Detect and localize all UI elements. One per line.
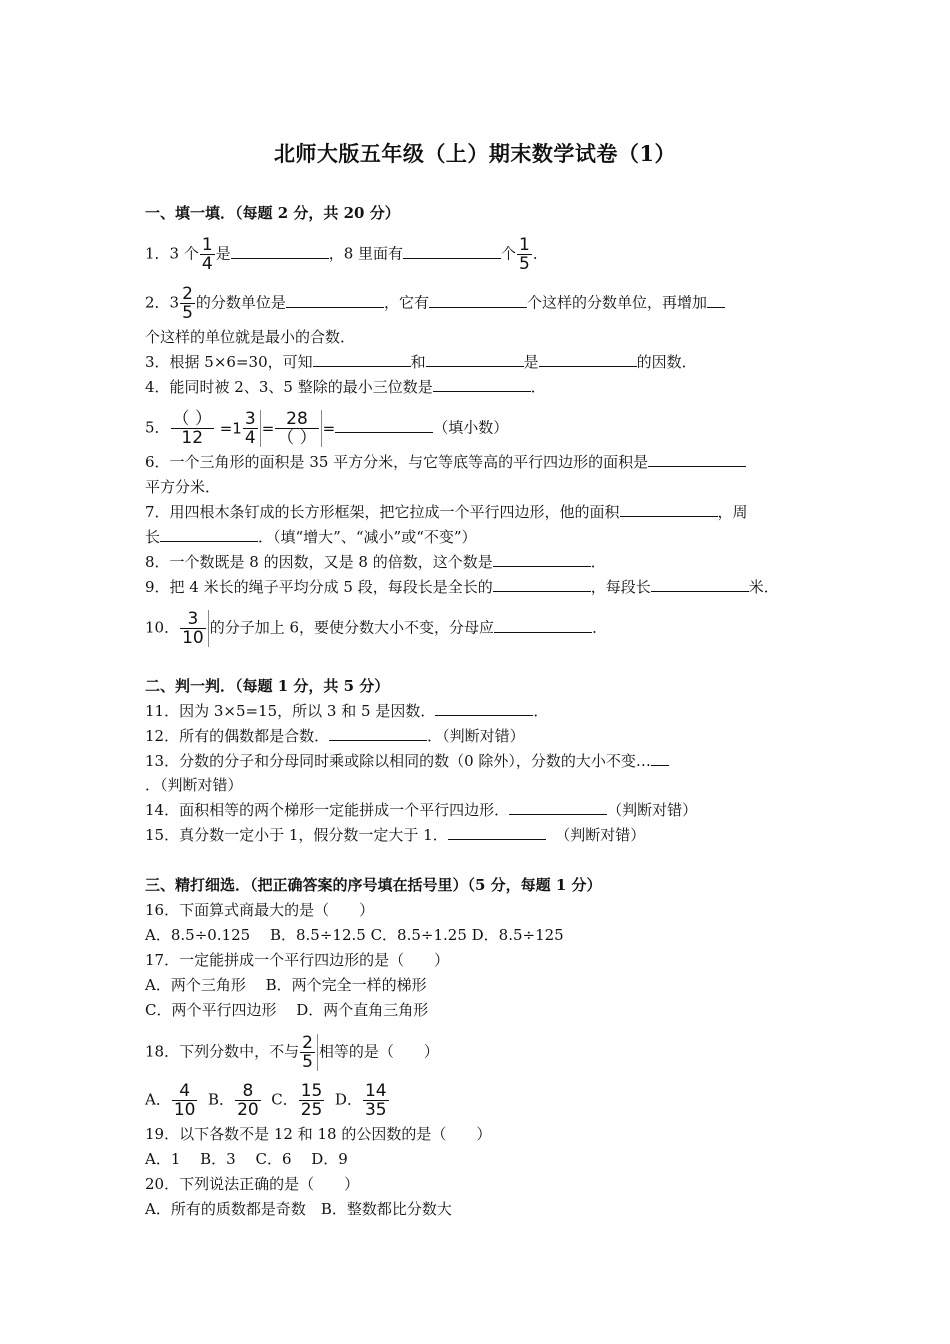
question-15 [145, 825, 645, 845]
answer-blank[interactable] [435, 701, 533, 716]
fraction-denominator: 10 [173, 1100, 196, 1120]
question-17-options-1[interactable]: A．两个三角形 B．两个完全一样的梯形 [145, 976, 427, 994]
q5-eq-2: = [261, 419, 275, 438]
q18-text-a: 18．下列分数中，不与 [145, 1042, 300, 1061]
section-1-heading: 一、填一填．（每题 2 分，共 20 分） [145, 204, 400, 222]
fraction-numerator: 3 [244, 409, 256, 429]
question-2 [145, 285, 725, 322]
q5-text-a: 5． [145, 418, 170, 437]
q2-text-d: 个这样的分数单位，再增加 [526, 293, 707, 312]
fraction [299, 1082, 325, 1119]
fraction [363, 1082, 389, 1119]
answer-blank[interactable] [620, 502, 718, 517]
option-a-label: A． [145, 1090, 171, 1109]
q11-text-a: 11．因为 3×5=15，所以 3 和 5 是因数． [145, 702, 436, 720]
q1-text-b: 是 [215, 244, 231, 263]
fraction [171, 410, 214, 447]
fraction [200, 236, 215, 273]
answer-blank[interactable] [329, 726, 427, 741]
question-12 [145, 726, 525, 746]
fraction-numerator: 28 [286, 409, 308, 429]
answer-blank[interactable] [651, 577, 749, 592]
fraction-denominator: 5 [519, 254, 530, 274]
question-14 [145, 800, 697, 820]
answer-blank[interactable] [493, 577, 591, 592]
question-9 [145, 577, 779, 597]
fraction-denominator: 35 [364, 1100, 387, 1120]
fraction [180, 285, 195, 322]
q14-text-a: 14．面积相等的两个梯形一定能拼成一个平行四边形． [145, 801, 510, 819]
q14-text-b: （判断对错） [607, 801, 698, 819]
fraction-numerator: 14 [364, 1081, 387, 1101]
answer-blank[interactable] [509, 800, 607, 815]
q3-text-c: 是 [523, 353, 539, 371]
question-17-options-2[interactable]: C．两个平行四边形 D．两个直角三角形 [145, 1001, 429, 1019]
fraction-denominator: 5 [302, 1052, 313, 1072]
q1-text-a: 1．3 个 [145, 244, 199, 263]
q12-text-a: 12．所有的偶数都是合数． [145, 727, 330, 745]
question-7-cont [145, 527, 477, 547]
answer-blank[interactable] [429, 293, 527, 308]
q5-text-b: （填小数） [433, 418, 509, 437]
fraction-denominator: 4 [244, 428, 256, 448]
q2-text-c: ，它有 [383, 293, 429, 312]
fraction [275, 410, 321, 447]
fraction-denominator: 12 [171, 428, 214, 447]
answer-blank[interactable] [651, 751, 669, 766]
question-19-options[interactable]: A．1 B．3 C．6 D．9 [145, 1150, 348, 1168]
answer-blank[interactable] [403, 244, 501, 259]
fraction-numerator: （ ） [172, 409, 212, 429]
fraction-denominator: 25 [300, 1100, 323, 1120]
q1-text-d: 个 [501, 244, 517, 263]
answer-blank[interactable] [335, 418, 433, 433]
fraction-numerator: 2 [182, 284, 193, 304]
answer-blank[interactable] [160, 527, 258, 542]
question-1 [145, 236, 548, 273]
q13-text-a: 13．分数的分子和分母同时乘或除以相同的数（0 除外），分数的大小不变… [145, 752, 651, 770]
fraction-denominator: 10 [182, 628, 204, 648]
q15-text-b: （判断对错） [555, 826, 646, 844]
q1-text-e: ． [532, 244, 548, 263]
answer-blank[interactable] [433, 377, 531, 392]
answer-blank[interactable] [648, 452, 746, 467]
page-title: 北师大版五年级（上）期末数学试卷（1） [273, 141, 677, 166]
fraction-denominator: 5 [182, 303, 193, 323]
q7-text-c: 长 [145, 528, 161, 546]
question-20: 20．下列说法正确的是（ ） [145, 1175, 360, 1193]
question-18 [145, 1034, 439, 1071]
question-16-options[interactable]: A．8.5÷0.125 B．8.5÷12.5 C．8.5÷1.25 D．8.5÷125 [145, 926, 564, 944]
fraction-numerator: 3 [187, 609, 199, 629]
q15-text-a: 15．真分数一定小于 1，假分数一定大于 1． [145, 826, 448, 844]
q10-text-a: 10． [145, 618, 180, 637]
answer-blank[interactable] [539, 352, 637, 367]
fraction [517, 236, 532, 273]
question-2-cont: 个这样的单位就是最小的合数． [145, 328, 356, 346]
q7-text-d: ．（填“增大”、“减小”或“不变”） [258, 528, 477, 546]
question-4 [145, 377, 546, 397]
answer-blank[interactable] [493, 552, 591, 567]
question-7 [145, 502, 748, 522]
fraction-numerator: 2 [302, 1033, 313, 1053]
q7-text-b: ，周 [717, 503, 748, 521]
answer-blank[interactable] [448, 825, 546, 840]
fraction [235, 1082, 261, 1119]
question-18-options[interactable] [145, 1082, 390, 1119]
q6-text-a: 6．一个三角形的面积是 35 平方分米，与它等底等高的平行四边形的面积是 [145, 453, 649, 471]
q9-text-c: 米． [748, 578, 779, 596]
q7-text-a: 7．用四根木条钉成的长方形框架，把它拉成一个平行四边形，他的面积 [145, 503, 620, 521]
section-2-heading: 二、判一判．（每题 1 分，共 5 分） [145, 677, 390, 695]
answer-blank[interactable] [494, 618, 592, 633]
question-19: 19．以下各数不是 12 和 18 的公因数的是（ ） [145, 1125, 492, 1143]
q2-text-a: 2．3 [145, 293, 180, 312]
answer-blank[interactable] [286, 293, 384, 308]
answer-blank[interactable] [707, 293, 725, 308]
q3-text-b: 和 [410, 353, 426, 371]
fraction-denominator: 20 [237, 1100, 259, 1120]
q4-text-b: ． [530, 378, 546, 396]
q1-text-c: ，8 里面有 [328, 244, 404, 263]
question-5 [145, 410, 508, 447]
question-10 [145, 610, 607, 647]
question-17: 17．一定能拼成一个平行四边形的是（ ） [145, 951, 450, 969]
option-c-label: C． [271, 1090, 298, 1109]
fraction-numerator: 1 [201, 235, 213, 255]
fraction-numerator: 15 [300, 1081, 323, 1101]
question-11 [145, 701, 548, 721]
q5-eq-1: =1 [219, 419, 242, 438]
fraction-numerator: 1 [519, 235, 530, 255]
q3-text-a: 3．根据 5×6=30，可知 [145, 353, 313, 371]
q18-text-b: 相等的是（ ） [318, 1042, 439, 1061]
q8-text-a: 8．一个数既是 8 的因数，又是 8 的倍数，这个数是 [145, 553, 493, 571]
question-3 [145, 352, 697, 372]
q3-text-d: 的因数． [636, 353, 697, 371]
fraction [172, 1082, 198, 1119]
fraction-numerator: 4 [179, 1081, 191, 1101]
fraction-denominator: 4 [201, 254, 213, 274]
answer-blank[interactable] [426, 352, 524, 367]
question-8 [145, 552, 606, 572]
q10-text-c: ． [592, 618, 608, 637]
option-d-label: D． [334, 1090, 362, 1109]
q5-eq-3: = [322, 419, 336, 438]
fraction-denominator: （ ） [277, 428, 317, 448]
q9-text-b: ，每段长 [590, 578, 651, 596]
answer-blank[interactable] [231, 244, 329, 259]
q2-text-b: 的分数单位是 [195, 293, 286, 312]
q10-text-b: 的分子加上 6，要使分数大小不变，分母应 [209, 618, 495, 637]
question-6 [145, 452, 746, 472]
question-6-cont: 平方分米． [145, 478, 221, 496]
question-16: 16．下面算式商最大的是（ ） [145, 901, 375, 919]
fraction-numerator: 8 [242, 1081, 254, 1101]
q11-text-b: ． [533, 702, 549, 720]
fraction [243, 410, 261, 447]
section-3-heading: 三、精打细选．（把正确答案的序号填在括号里）（5 分，每题 1 分） [145, 876, 602, 894]
q12-text-b: ．（判断对错） [427, 727, 525, 745]
question-13 [145, 751, 669, 771]
question-13-cont: ．（判断对错） [145, 776, 243, 794]
q9-text-a: 9．把 4 米长的绳子平均分成 5 段，每段长是全长的 [145, 578, 493, 596]
question-20-options[interactable]: A．所有的质数都是奇数 B．整数都比分数大 [145, 1200, 452, 1218]
fraction [300, 1034, 318, 1071]
option-b-label: B． [208, 1090, 235, 1109]
fraction [180, 610, 209, 647]
answer-blank[interactable] [313, 352, 411, 367]
q8-text-b: ． [590, 553, 606, 571]
q4-text-a: 4．能同时被 2、3、5 整除的最小三位数是 [145, 378, 433, 396]
